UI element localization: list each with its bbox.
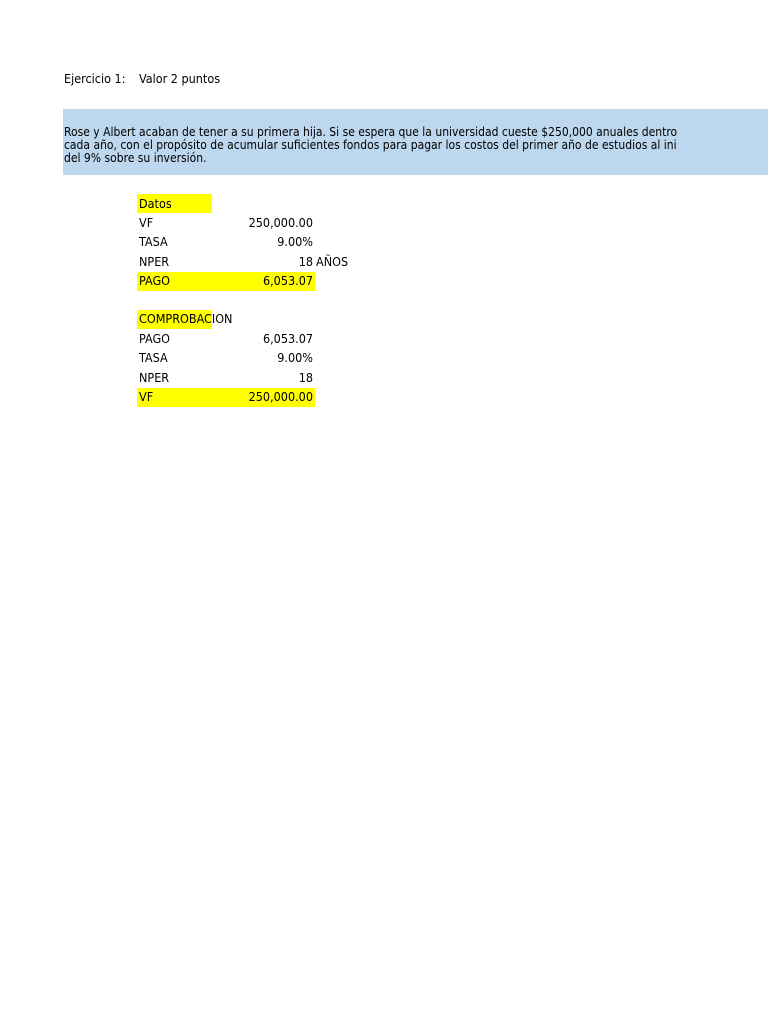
datos-title: Datos [139, 196, 172, 211]
comprobacion-title: COMPROBACION [139, 311, 233, 326]
comprobacion-label-nper: NPER [139, 370, 170, 385]
datos-value-tasa: 9.00% [277, 234, 313, 249]
comprobacion-value-pago: 6,053.07 [262, 331, 313, 346]
datos-label-pago: PAGO [139, 273, 171, 288]
datos-label-nper: NPER [139, 254, 170, 269]
exercise-label: Ejercicio 1: [64, 71, 126, 86]
comprobacion-label-pago: PAGO [139, 331, 171, 346]
datos-value-vf: 250,000.00 [248, 215, 313, 230]
comprobacion-label-tasa: TASA [139, 350, 168, 365]
problem-statement [63, 109, 768, 175]
exercise-value: Valor 2 puntos [139, 71, 221, 86]
datos-value-pago: 6,053.07 [262, 273, 313, 288]
datos-unit-nper: AÑOS [316, 254, 349, 269]
problem-line: del 9% sobre su inversión. [64, 151, 207, 165]
datos-label-vf: VF [139, 215, 154, 230]
comprobacion-value-tasa: 9.00% [277, 350, 313, 365]
comprobacion-label-vf: VF [139, 389, 154, 404]
datos-value-nper: 18 [298, 254, 313, 269]
problem-line: cada año, con el propósito de acumular suficientes fondos para pagar los costos del primer año de estudios al ini [64, 138, 677, 152]
problem-line: Rose y Albert acaban de tener a su primera hija. Si se espera que la universidad cueste $250,000 anuales dentro [64, 126, 678, 139]
datos-label-tasa: TASA [139, 234, 168, 249]
comprobacion-value-nper: 18 [298, 370, 313, 385]
comprobacion-value-vf: 250,000.00 [248, 389, 313, 404]
